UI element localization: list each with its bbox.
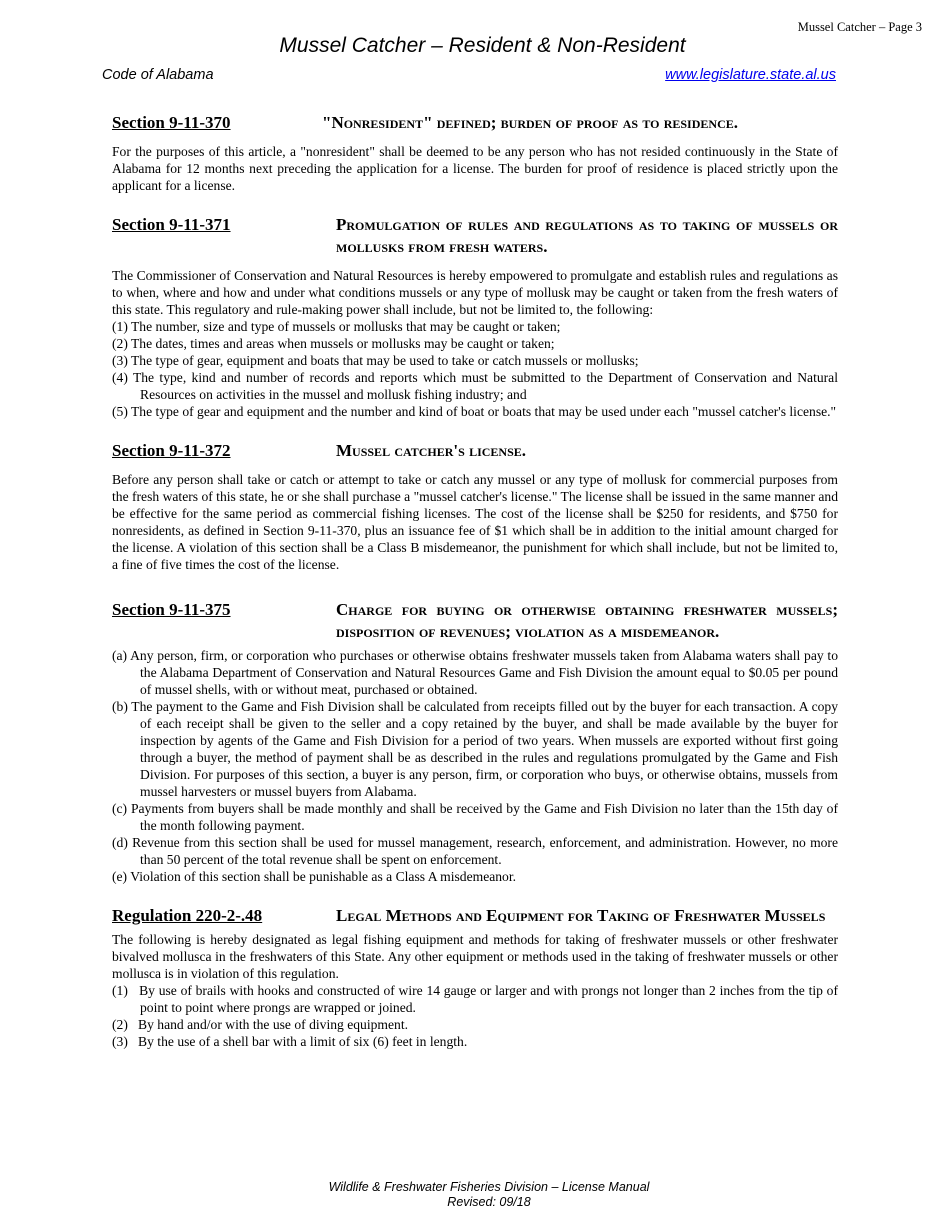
section-9-11-375 [112, 599, 838, 885]
section-heading [112, 214, 838, 258]
list-item: (4) The type, kind and number of records and reports which must be submitted to the Department of Conservation and Natural Resources on activities in the mussel and mollusk fishing industry; and [112, 370, 838, 402]
section-title: "Nonresident" defined; burden of proof as to residence. [322, 113, 738, 132]
section-9-11-370 [112, 112, 838, 194]
section-9-11-372 [112, 440, 838, 573]
section-heading [112, 905, 838, 927]
regulation-220-2-48 [112, 905, 838, 1050]
section-paragraph: Before any person shall take or catch or attempt to take or catch any mussel or any type of mollusk for commercial purposes from the fresh waters of this state, he or she shall purchase a "mussel catcher's license." The license shall be issued in the same manner and be effective for the same period as commercial fishing licenses. The cost of the license shall be $250 for residents, and $750 for nonresidents, as defined in Section 9-11-370, plus an issuance fee of $1 which shall be in addition to the initial amount charged for the license. A violation of this section shall be a Class B misdemeanor, the punishment for which shall include, but not be limited to, a fine of five times the cost of the license. [112, 472, 838, 572]
section-heading [112, 112, 838, 134]
section-paragraph: For the purposes of this article, a "nonresident" shall be deemed to be any person who has not resided continuously in the State of Alabama for 12 months next preceding the application for a license. The burden for proof of residence is placed strictly upon the applicant for a license. [112, 144, 838, 193]
section-paragraph: The Commissioner of Conservation and Natural Resources is hereby empowered to promulgate and establish rules and regulations as to when, where and how and under what conditions mussels or any type of mollusk may be caught or taken from the fresh waters of this state. This regulatory and rule-making power shall include, but not be limited to, the following: [112, 268, 838, 317]
list-item: (5) The type of gear and equipment and the number and kind of boat or boats that may be used under each "mussel catcher's license." [112, 404, 837, 419]
section-title: Mussel catcher's license. [336, 441, 527, 460]
legislature-link[interactable]: www.legislature.state.al.us [665, 67, 836, 83]
list-item: (c) Payments from buyers shall be made monthly and shall be received by the Game and Fish Division no later than the 15th day of the month following payment. [112, 801, 838, 833]
section-number: Section 9-11-372 [112, 441, 231, 460]
section-number: Section 9-11-371 [112, 215, 231, 234]
list-item: (d) Revenue from this section shall be used for mussel management, research, enforcement, and administration. However, no more than 50 percent of the total revenue shall be spent on enforcement. [112, 835, 838, 867]
footer-revision: Revised: 09/18 [447, 1195, 531, 1209]
list-item: (e) Violation of this section shall be punishable as a Class A misdemeanor. [112, 869, 517, 884]
footer-manual-title: Wildlife & Freshwater Fisheries Division – License Manual [328, 1180, 650, 1194]
section-number: Section 9-11-370 [112, 113, 231, 132]
page-number: Mussel Catcher – Page 3 [797, 20, 922, 34]
document-body [112, 112, 838, 1070]
section-heading [112, 440, 838, 462]
list-item: (1) By use of brails with hooks and constructed of wire 14 gauge or larger and with prongs not longer than 2 inches from the tip of point to point where prongs are wrapped or joined. [112, 983, 838, 1015]
section-number: Regulation 220-2-.48 [112, 906, 263, 925]
section-title: Charge for buying or otherwise obtaining freshwater mussels; disposition of revenues; violation as a misdemeanor. [336, 600, 838, 641]
page-footer [0, 1180, 950, 1210]
list-item: (3) The type of gear, equipment and boats that may be used to take or catch mussels or mollusks; [112, 353, 639, 368]
list-item: (a) Any person, firm, or corporation who purchases or otherwise obtains freshwater mussels taken from Alabama waters shall pay to the Alabama Department of Conservation and Natural Resources Game and Fish Division the amount equal to $0.05 per pound of mussel shells, with or without meat, purchased or obtained. [112, 648, 838, 697]
list-item: (2) By hand and/or with the use of diving equipment. [112, 1017, 408, 1032]
section-paragraph: The following is hereby designated as legal fishing equipment and methods for taking of freshwater mussels or other freshwater bivalved mollusca in the freshwaters of this State. Any other equipment or methods used in the taking of freshwater mussels or other mollusca is in violation of this regulation. [112, 932, 838, 981]
list-item: (3) By the use of a shell bar with a limit of six (6) feet in length. [112, 1034, 468, 1049]
list-item: (b) The payment to the Game and Fish Division shall be calculated from receipts filled out by the buyer for each transaction. A copy of each receipt shall be given to the seller and a copy retained by the buyer, and shall be made available by the buyer for inspection by agents of the Game and Fish Division for a period of two years. When mussels are exported without first going through a buyer, the method of payment shall be as described in the rules and regulations promulgated by the Game and Fish Division. For purposes of this section, a buyer is any person, firm, or corporation who buys, or otherwise obtains, mussels from mussel harvesters or mussel buyers from Alabama. [112, 699, 838, 799]
section-heading [112, 599, 838, 643]
section-title: Legal Methods and Equipment for Taking of Freshwater Mussels [336, 906, 826, 925]
list-item: (2) The dates, times and areas when mussels or mollusks may be caught or taken; [112, 336, 555, 351]
section-number: Section 9-11-375 [112, 600, 231, 619]
section-9-11-371 [112, 214, 838, 420]
list-item: (1) The number, size and type of mussels or mollusks that may be caught or taken; [112, 319, 561, 334]
document-title: Mussel Catcher – Resident & Non-Resident [279, 34, 686, 57]
section-title: Promulgation of rules and regulations as to taking of mussels or mollusks from fresh waters. [336, 215, 838, 256]
code-of-alabama-label: Code of Alabama [102, 67, 214, 83]
